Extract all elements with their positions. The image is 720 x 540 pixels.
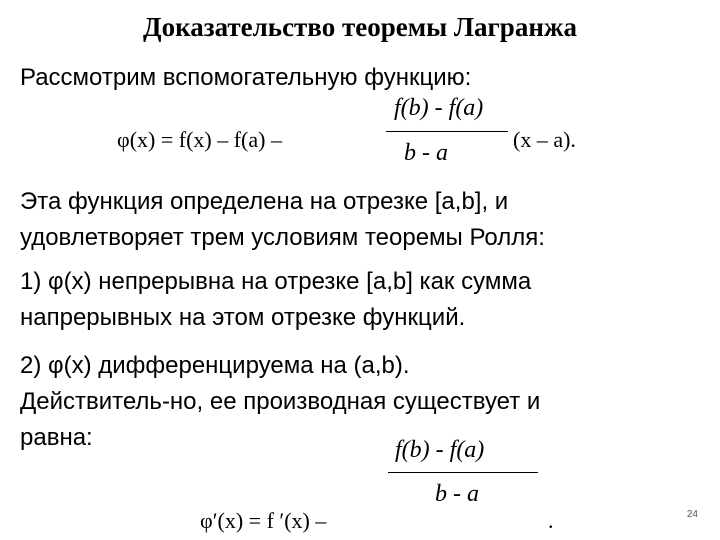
- formula-2-rhs: .: [548, 508, 554, 533]
- item-2-line-1: 2) φ(x) дифференцируема на (a,b).: [20, 352, 410, 379]
- formula-1-denominator: b - a: [404, 140, 448, 166]
- paragraph-1-line-2: удовлетворяет трем условиям теоремы Ролля:: [20, 224, 545, 251]
- intro-text: Рассмотрим вспомогательную функцию:: [20, 64, 472, 91]
- slide-title: Доказательство теоремы Лагранжа: [143, 12, 577, 42]
- formula-2-numerator: f(b) - f(a): [395, 437, 485, 463]
- item-2-line-2: Действитель-но, ее производная существует и: [20, 388, 541, 415]
- paragraph-1-line-1: Эта функция определена на отрезке [a,b], и: [20, 188, 509, 215]
- item-2-line-3: равна:: [20, 424, 93, 451]
- formula-1-rhs: (x – a).: [513, 127, 576, 152]
- formula-2-denominator: b - a: [435, 481, 479, 507]
- formula-1-fraction-bar: [386, 131, 508, 132]
- formula-2-lhs: φ′(x) = f ′(x) –: [200, 508, 327, 533]
- formula-1-numerator: f(b) - f(a): [394, 95, 484, 121]
- item-1-line-2: напрерывных на этом отрезке функций.: [20, 304, 466, 331]
- formula-2-fraction-bar: [388, 472, 538, 473]
- page-number: 24: [686, 509, 698, 520]
- formula-1-lhs: φ(x) = f(x) – f(a) –: [117, 127, 282, 152]
- item-1-line-1: 1) φ(x) непрерывна на отрезке [a,b] как сумма: [20, 268, 532, 295]
